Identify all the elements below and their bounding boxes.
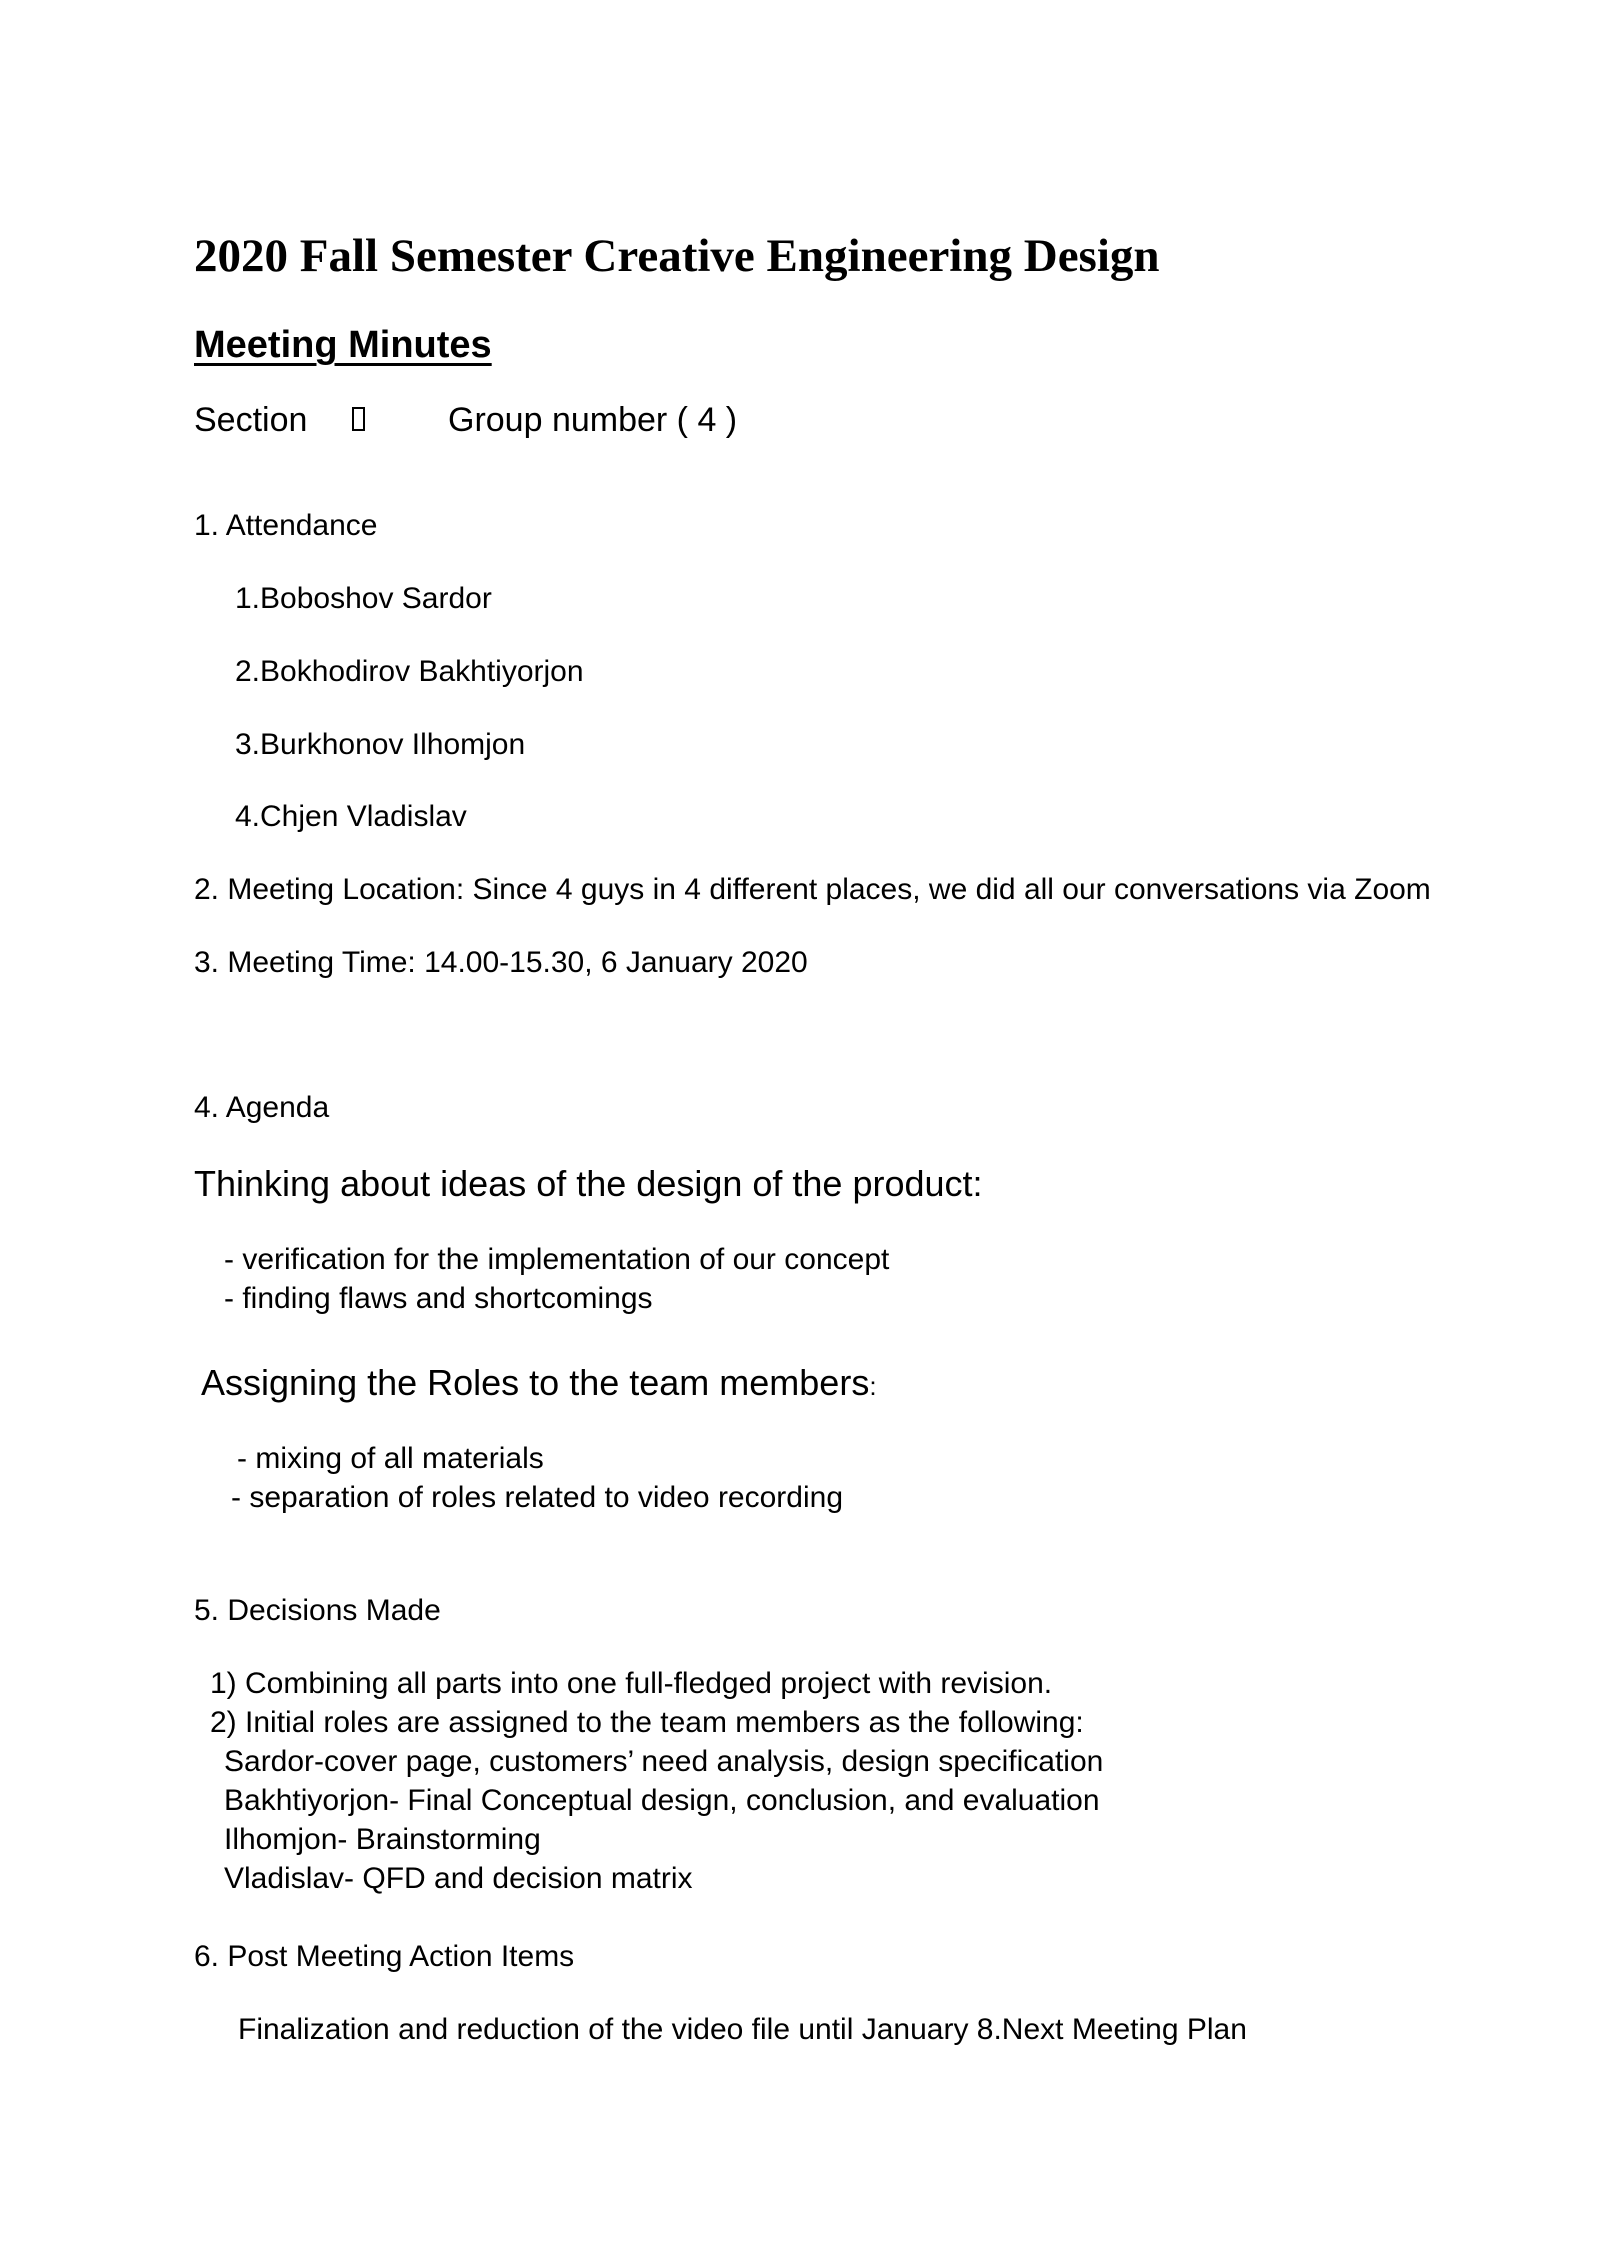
document-title: 2020 Fall Semester Creative Engineering Design	[194, 230, 1160, 282]
section-placeholder-box	[352, 407, 365, 431]
attendance-member: 2.Bokhodirov Bakhtiyorjon	[235, 655, 584, 688]
agenda-point: - finding flaws and shortcomings	[224, 1282, 653, 1315]
decision-line: Ilhomjon- Brainstorming	[224, 1823, 541, 1856]
attendance-member: 4.Chjen Vladislav	[235, 800, 467, 833]
meeting-time: 3. Meeting Time: 14.00-15.30, 6 January 2020	[194, 946, 808, 979]
decision-line: Vladislav- QFD and decision matrix	[224, 1862, 693, 1895]
decision-line: 1) Combining all parts into one full-fledged project with revision.	[210, 1667, 1053, 1700]
agenda-point: - separation of roles related to video recording	[231, 1481, 844, 1514]
agenda-topic-2-text: Assigning the Roles to the team members	[201, 1362, 870, 1403]
document-subtitle: Meeting Minutes	[194, 324, 492, 366]
decision-line: 2) Initial roles are assigned to the team members as the following:	[210, 1706, 1084, 1739]
agenda-topic-1: Thinking about ideas of the design of the product:	[194, 1163, 983, 1204]
agenda-topic-2-colon: :	[869, 1371, 877, 1401]
decision-line: Sardor-cover page, customers’ need analysis, design specification	[224, 1745, 1104, 1778]
attendance-member: 3.Burkhonov Ilhomjon	[235, 728, 526, 761]
post-meeting-heading: 6. Post Meeting Action Items	[194, 1940, 575, 1973]
section-label: Section	[194, 401, 308, 439]
agenda-heading: 4. Agenda	[194, 1091, 330, 1124]
agenda-point: - verification for the implementation of our concept	[224, 1243, 890, 1276]
agenda-point: - mixing of all materials	[237, 1442, 544, 1475]
attendance-member: 1.Boboshov Sardor	[235, 582, 492, 615]
attendance-heading: 1. Attendance	[194, 509, 378, 542]
meeting-location: 2. Meeting Location: Since 4 guys in 4 different places, we did all our conversations via Zoom	[194, 873, 1431, 906]
decision-line: Bakhtiyorjon- Final Conceptual design, conclusion, and evaluation	[224, 1784, 1100, 1817]
group-number-label: Group number ( 4 )	[448, 401, 738, 439]
post-meeting-text: Finalization and reduction of the video file until January 8.Next Meeting Plan	[238, 2013, 1247, 2046]
agenda-topic-2	[201, 1362, 877, 1404]
decisions-heading: 5. Decisions Made	[194, 1594, 441, 1627]
